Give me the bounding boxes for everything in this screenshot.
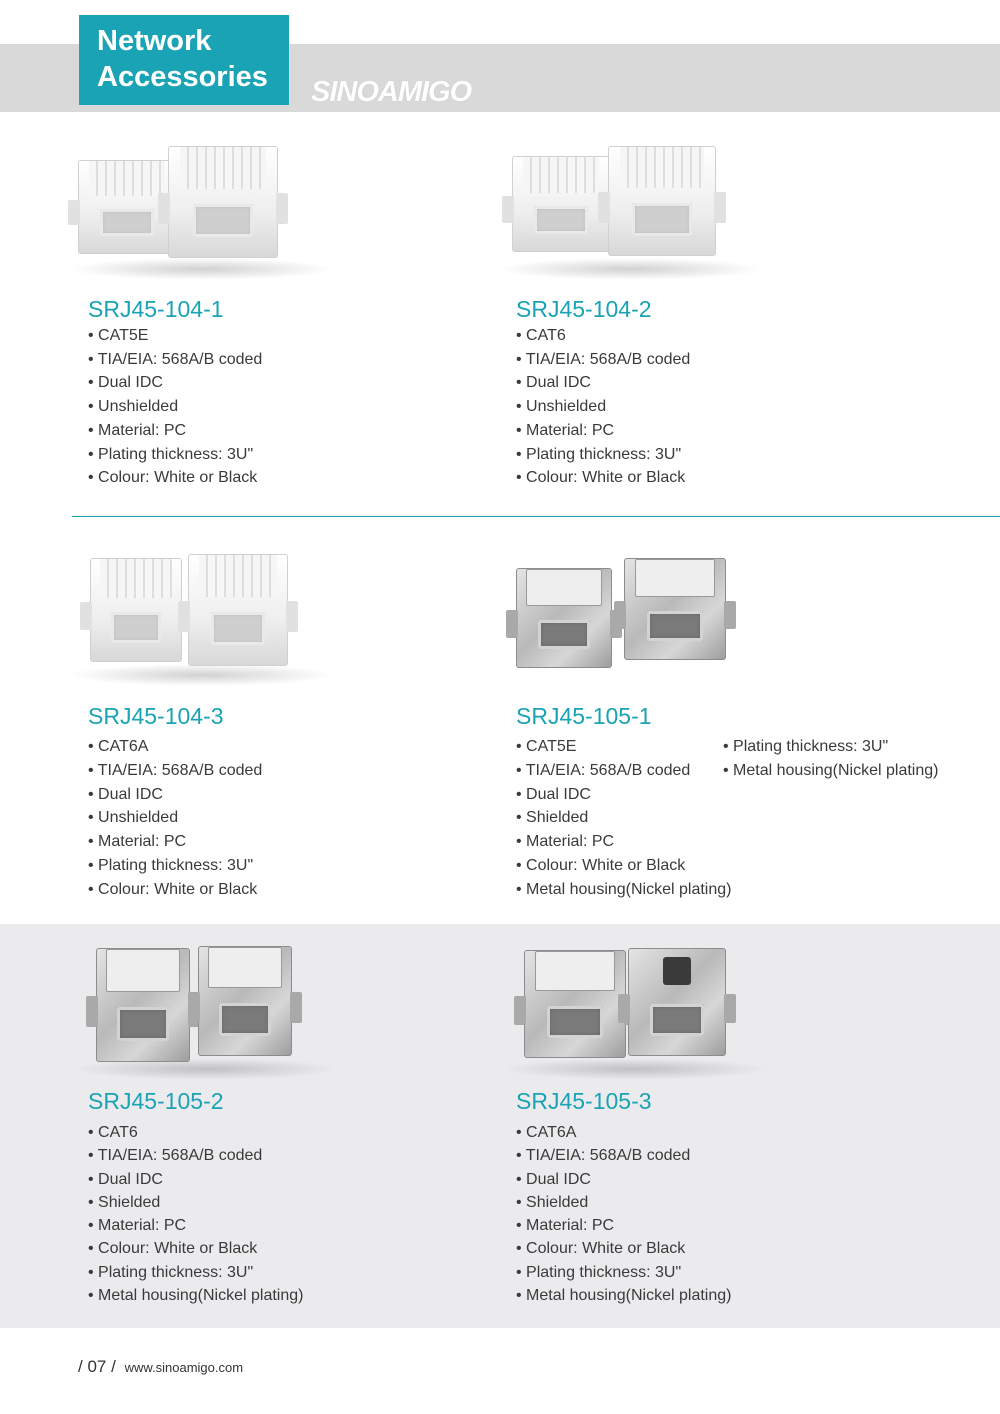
keystone-jack-image	[90, 558, 182, 662]
spec-item: • Dual IDC	[516, 371, 690, 395]
section-title-line1: Network	[97, 25, 212, 57]
spec-item: • Unshielded	[88, 395, 262, 419]
spec-item: • Metal housing(Nickel plating)	[516, 1284, 731, 1307]
page-number: 07	[87, 1357, 107, 1376]
keystone-jack-image	[512, 156, 610, 252]
product-photo	[490, 532, 770, 692]
slash: /	[78, 1357, 88, 1376]
spec-item: • Plating thickness: 3U"	[723, 735, 938, 759]
keystone-jack-image	[188, 554, 288, 666]
spec-item: • Colour: White or Black	[88, 1237, 303, 1260]
product-photo	[490, 126, 770, 286]
photo-shadow	[500, 1058, 768, 1080]
spec-item: • Unshielded	[88, 806, 262, 830]
spec-item: • Metal housing(Nickel plating)	[516, 878, 731, 902]
product-spec-list	[88, 324, 262, 490]
product-photo	[62, 126, 342, 286]
photo-shadow	[496, 258, 764, 280]
spec-item: • Material: PC	[88, 1214, 303, 1237]
spec-item: • CAT6A	[88, 735, 262, 759]
photo-shadow	[68, 258, 336, 280]
spec-item: • Dual IDC	[516, 783, 731, 807]
spec-item: • Dual IDC	[88, 1168, 303, 1191]
spec-item: • CAT5E	[88, 324, 262, 348]
spec-item: • Colour: White or Black	[88, 466, 262, 490]
spec-item: • Dual IDC	[88, 371, 262, 395]
shielded-keystone-jack-image	[516, 568, 612, 668]
product-model-title: SRJ45-105-3	[516, 1088, 652, 1114]
shielded-keystone-jack-image	[96, 948, 190, 1062]
spec-item: • CAT5E	[516, 735, 731, 759]
product-extra-spec-list	[723, 735, 938, 783]
spec-item: • Unshielded	[516, 395, 690, 419]
spec-item: • Material: PC	[516, 1214, 731, 1237]
spec-item: • TIA/EIA: 568A/B coded	[88, 759, 262, 783]
spec-item: • Plating thickness: 3U"	[88, 443, 262, 467]
spec-item: • Shielded	[516, 1191, 731, 1214]
shielded-keystone-jack-image	[628, 948, 726, 1056]
brand-logo: SINOAMIGO	[311, 76, 472, 108]
spec-item: • Plating thickness: 3U"	[516, 443, 690, 467]
spec-item: • Material: PC	[88, 419, 262, 443]
spec-item: • Metal housing(Nickel plating)	[723, 759, 938, 783]
spec-item: • CAT6	[88, 1121, 303, 1144]
spec-item: • Material: PC	[88, 830, 262, 854]
product-photo	[494, 926, 774, 1086]
spec-item: • Dual IDC	[88, 783, 262, 807]
spec-item: • Plating thickness: 3U"	[88, 1261, 303, 1284]
spec-item: • Plating thickness: 3U"	[516, 1261, 731, 1284]
section-title	[79, 15, 289, 105]
shielded-keystone-jack-image	[524, 950, 626, 1058]
product-photo	[62, 532, 342, 692]
shielded-keystone-jack-image	[624, 558, 726, 660]
product-model-title: SRJ45-105-2	[88, 1088, 224, 1114]
product-model-title: SRJ45-105-1	[516, 703, 652, 729]
keystone-jack-image	[608, 146, 716, 256]
spec-item: • Material: PC	[516, 419, 690, 443]
spec-item: • Metal housing(Nickel plating)	[88, 1284, 303, 1307]
spec-item: • Shielded	[88, 1191, 303, 1214]
spec-item: • TIA/EIA: 568A/B coded	[516, 759, 731, 783]
spec-item: • TIA/EIA: 568A/B coded	[88, 348, 262, 372]
spec-item: • CAT6	[516, 324, 690, 348]
product-model-title: SRJ45-104-1	[88, 296, 224, 322]
slash: /	[106, 1357, 116, 1376]
website-url: www.sinoamigo.com	[124, 1360, 244, 1375]
keystone-jack-image	[168, 146, 278, 258]
spec-item: • TIA/EIA: 568A/B coded	[516, 1144, 731, 1167]
spec-item: • Colour: White or Black	[88, 878, 262, 902]
spec-item: • Colour: White or Black	[516, 1237, 731, 1260]
spec-item: • Material: PC	[516, 830, 731, 854]
spec-item: • Colour: White or Black	[516, 466, 690, 490]
spec-item: • Dual IDC	[516, 1168, 731, 1191]
section-title-line2: Accessories	[97, 61, 268, 93]
section-divider	[72, 516, 1000, 517]
photo-shadow	[68, 664, 336, 686]
spec-item: • Colour: White or Black	[516, 854, 731, 878]
spec-item: • Plating thickness: 3U"	[88, 854, 262, 878]
product-spec-list	[88, 1121, 303, 1307]
shielded-keystone-jack-image	[198, 946, 292, 1056]
product-spec-list	[516, 735, 731, 902]
spec-item: • TIA/EIA: 568A/B coded	[88, 1144, 303, 1167]
product-model-title: SRJ45-104-3	[88, 703, 224, 729]
product-spec-list	[516, 324, 690, 490]
spec-item: • CAT6A	[516, 1121, 731, 1144]
product-spec-list	[516, 1121, 731, 1307]
black-latch	[663, 957, 692, 985]
product-photo	[66, 926, 346, 1086]
spec-item: • Shielded	[516, 806, 731, 830]
spec-item: • TIA/EIA: 568A/B coded	[516, 348, 690, 372]
product-spec-list	[88, 735, 262, 902]
product-model-title: SRJ45-104-2	[516, 296, 652, 322]
page-footer	[78, 1357, 243, 1377]
